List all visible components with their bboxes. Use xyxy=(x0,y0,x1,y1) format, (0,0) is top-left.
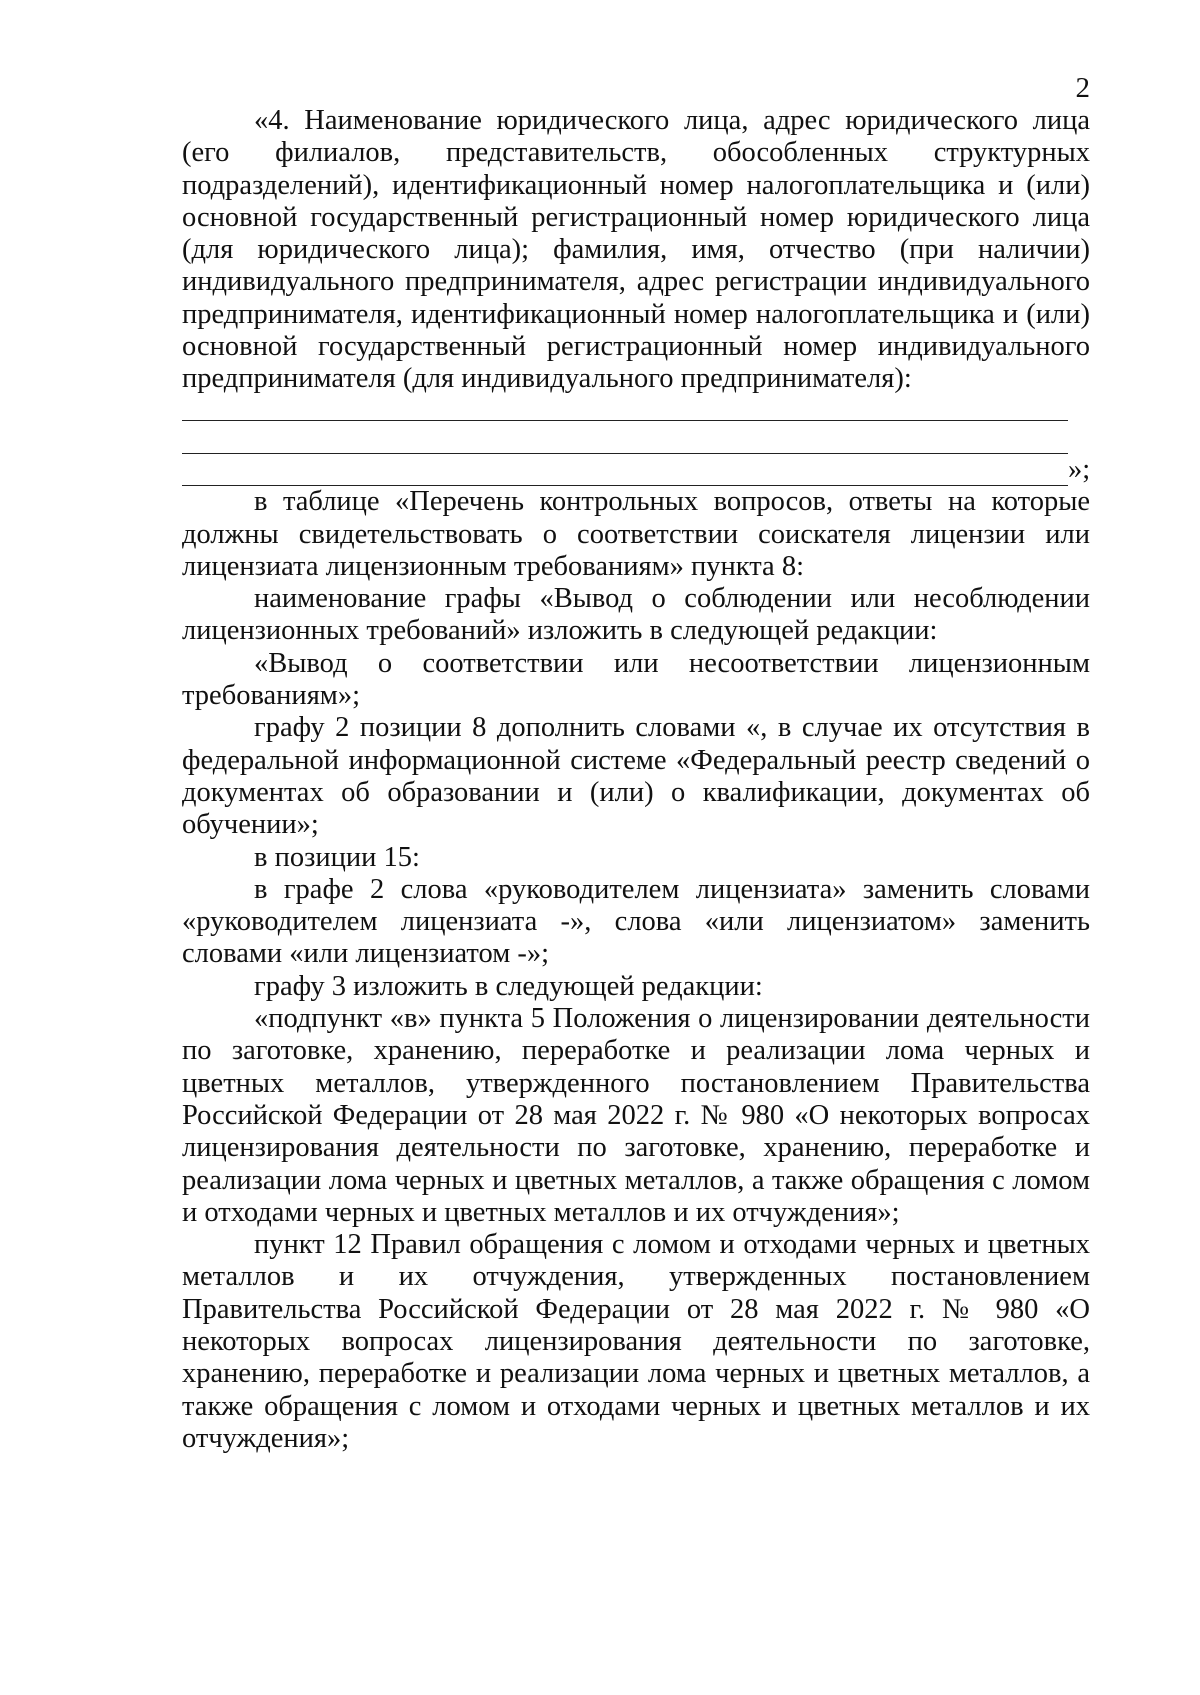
page-number: 2 xyxy=(1075,72,1090,104)
paragraph-column-3-intro: графу 3 изложить в следующей редакции: xyxy=(254,970,763,1002)
paragraph-table-intro: в таблице «Перечень контрольных вопросов, ответы на которые должны свидетельствовать о соответствии соискателя лицензии или лицензиата лицензионным требованиям» пункта 8: xyxy=(182,486,1090,582)
document-body xyxy=(182,105,1090,1455)
paragraph-subitem-v: «подпункт «в» пункта 5 Положения о лицензировании деятельности по заготовке, хранению, переработке и реализации лома черных и цветных металлов, утвержденного постановлением Правительства Российской Федерации от 28 мая 2022 г. № 980 «О некоторых вопросах лицензирования деятельности по заготовке, хранению, переработке и реализации лома черных и цветных металлов, а также обращения с ломом и отходами черных и цветных металлов и их отчуждения»; xyxy=(182,1003,1090,1228)
blank-line-1 xyxy=(182,396,1068,421)
paragraph-column-2-words: в графе 2 слова «руководителем лицензиата» заменить словами «руководителем лицензиата -», слова «или лицензиатом» заменить словами «или лицензиатом -»; xyxy=(182,873,1090,970)
paragraph-column-name: наименование графы «Вывод о соблюдении или несоблюдении лицензионных требований» изложить в следующей редакции: xyxy=(182,583,1090,647)
paragraph-column-2-position-8: графу 2 позиции 8 дополнить словами «, в случае их отсутствия в федеральной информационной системе «Федеральный реестр сведений о документах об образовании и (или) о квалификации, документах об обучении»; xyxy=(182,712,1090,841)
paragraph-position-15: в позиции 15: xyxy=(254,841,420,873)
blank-line-2 xyxy=(182,421,1068,454)
paragraph-new-column-name: «Вывод о соответствии или несоответствии лицензионным требованиям»; xyxy=(182,647,1090,712)
blank-closing-quote: »; xyxy=(1068,453,1091,485)
item-4-paragraph: «4. Наименование юридического лица, адрес юридического лица (его филиалов, представительств, обособленных структурных подразделений), идентификационный номер налогоплательщика и (или) основной государственный регистрационный номер юридического лица (для юридического лица); фамилия, имя, отчество (при наличии) индивидуального предпринимателя, адрес регистрации индивидуального предпринимателя, идентификационный номер налогоплательщика и (или) основной государственный регистрационный номер индивидуального предпринимателя (для индивидуального предпринимателя): xyxy=(182,105,1090,395)
paragraph-item-12-rules: пункт 12 Правил обращения с ломом и отходами черных и цветных металлов и их отчуждения, утвержденных постановлением Правительства Российской Федерации от 28 мая 2022 г. № 980 «О некоторых вопросах лицензирования деятельности по заготовке, хранению, переработке и реализации лома черных и цветных металлов, а также обращения с ломом и отходами черных и цветных металлов и их отчуждения»; xyxy=(182,1229,1090,1454)
blank-line-3 xyxy=(182,454,1090,486)
blank-rule xyxy=(182,465,1068,486)
